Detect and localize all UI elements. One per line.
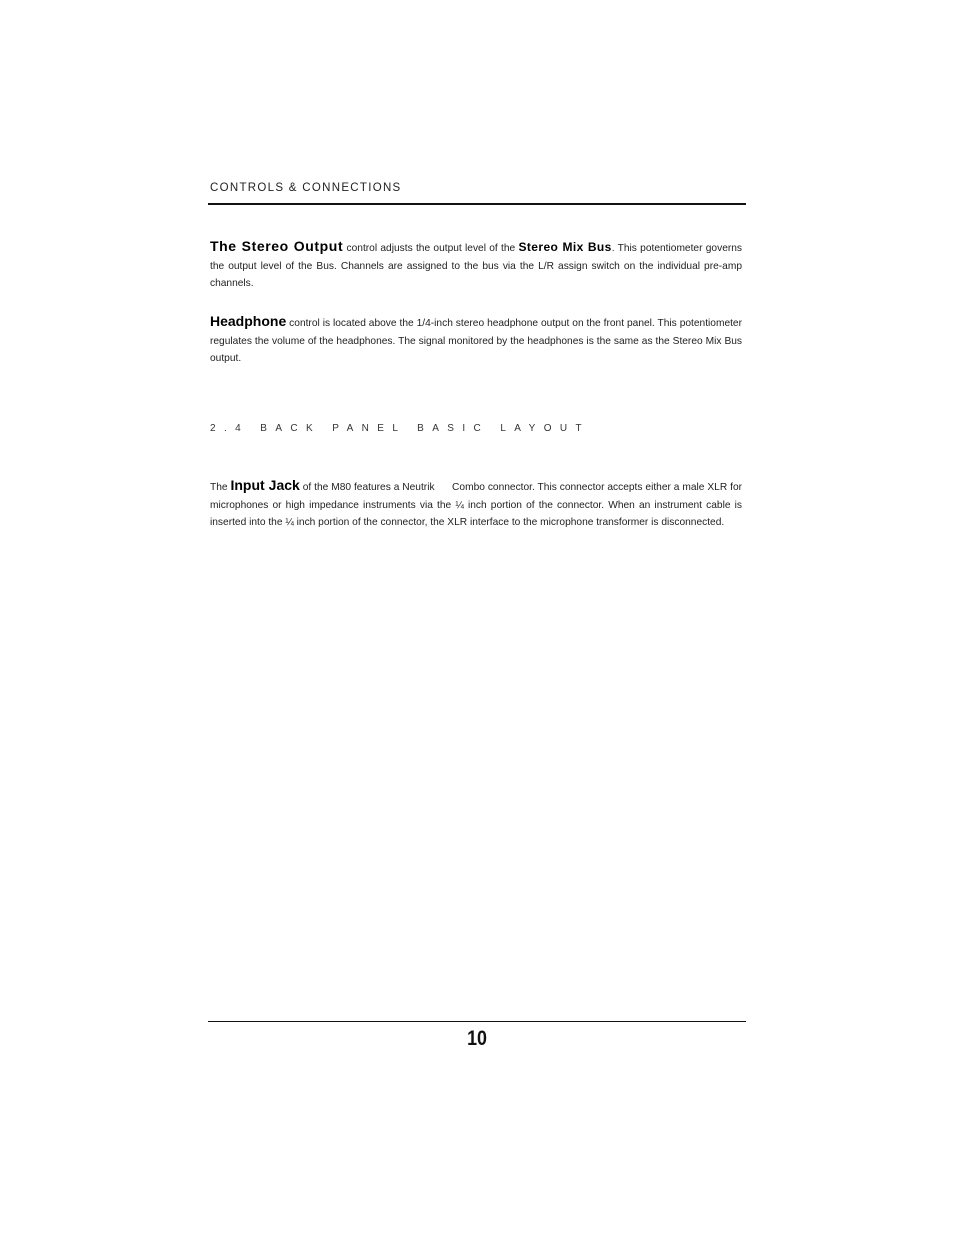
stereo-output-text-b: . This potentiometer governs the output level of the Bus. Channels are assigned to the bus via the L/R assign switch on the individual pre-amp channels. <box>210 243 743 290</box>
input-jack-term: Input Jack <box>230 477 300 493</box>
document-page <box>208 0 746 1235</box>
headphone-text: control is located above the 1/4-inch stereo headphone output on the front panel. This potentiometer regulates the volume of the headphones. The signal monitored by the headphones is the same as the Stereo Mix Bus output. <box>210 318 742 365</box>
input-jack-text: of the M80 features a Neutrik Combo connector. This connector accepts either a male XLR for microphones or high impedance instruments via the ¼ inch portion of the connector. When an instrument cable is inserted into the ¼ inch portion of the connector, the XLR interface to the microphone transformer is disconnected. <box>210 482 745 529</box>
stereo-output-text-a: control adjusts the output level of the <box>343 243 519 254</box>
stereo-output-paragraph <box>210 238 742 293</box>
input-jack-prefix: The <box>210 482 231 493</box>
headphone-term: Headphone <box>210 313 287 329</box>
stereo-output-term: The Stereo Output <box>210 238 344 254</box>
footer-divider <box>208 1021 746 1022</box>
section-heading: 2.4 BACK PANEL BASIC LAYOUT <box>210 423 591 434</box>
stereo-mix-bus-term: Stereo Mix Bus <box>518 240 612 254</box>
headphone-paragraph <box>210 313 742 368</box>
page-number: 10 <box>467 1027 487 1050</box>
header-divider <box>208 203 746 205</box>
input-jack-paragraph <box>210 477 745 532</box>
running-header: CONTROLS & CONNECTIONS <box>210 182 402 194</box>
